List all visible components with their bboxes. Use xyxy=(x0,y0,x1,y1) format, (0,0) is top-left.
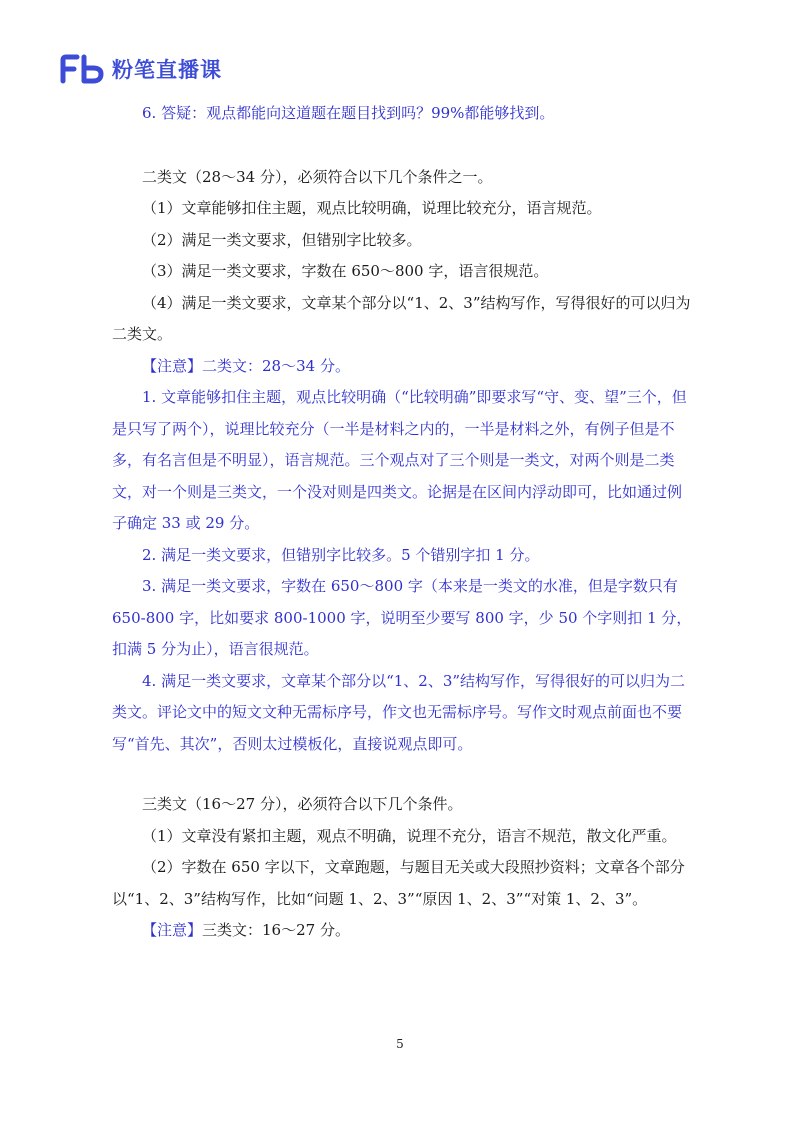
brand-logo xyxy=(60,54,222,84)
spacer xyxy=(112,130,696,162)
note-text: 二类文：28～34 分。 xyxy=(202,356,350,375)
section-three-heading: 三类文（16～27 分），必须符合以下几个条件。 xyxy=(142,795,463,813)
document-body xyxy=(112,98,696,947)
page-number: 5 xyxy=(396,1037,404,1051)
note-label: 【注意】 xyxy=(142,356,203,375)
section-three-note xyxy=(112,915,696,947)
note-text: 三类文：16～27 分。 xyxy=(202,921,350,939)
section-two-note-2: 2. 满足一类文要求，但错别字比较多。5 个错别字扣 1 分。 xyxy=(142,545,540,564)
spacer xyxy=(112,760,696,789)
section-two-heading: 二类文（28～34 分），必须符合以下几个条件之一。 xyxy=(142,167,493,186)
note-label: 【注意】 xyxy=(142,921,203,939)
section-two-condition-4: （4）满足一类文要求，文章某个部分以“1、2、3”结构写作，写得很好的可以归为二类文。 xyxy=(112,293,691,343)
fenbi-logo-icon xyxy=(60,54,104,84)
section-two-note-1: 1. 文章能够扣住主题，观点比较明确（“比较明确”即要求写“守、变、望”三个，但是只写了两个），说理比较充分（一半是材料之内的，一半是材料之外，有例子但是不多，有名言但是不明显），语言规范。三个观点对了三个则是一类文，对两个则是二类文，对一个则是三类文，一个没对则是四类文。论据是在区间内浮动即可，比如通过例子确定 33 或 29 分。 xyxy=(112,388,687,532)
section-two-condition-1: （1）文章能够扣住主题，观点比较明确，说理比较充分，语言规范。 xyxy=(142,199,602,217)
section-two-note-4: 4. 满足一类文要求，文章某个部分以“1、2、3”结构写作，写得很好的可以归为二类文。评论文中的短文文种无需标序号，作文也无需标序号。写作文时观点前面也不要写“首先、其次”，否则太过模板化，直接说观点即可。 xyxy=(112,671,686,753)
section-two-note-3: 3. 满足一类文要求，字数在 650～800 字（本来是一类文的水准，但是字数只有 650-800 字，比如要求 800-1000 字，说明至少要写 800 字，少 50 个字则扣 1 分，扣满 5 分为止），语言很规范。 xyxy=(112,577,692,658)
section-three-condition-1: （1）文章没有紧扣主题，观点不明确，说理不充分，语言不规范，散文化严重。 xyxy=(142,826,677,845)
section-two-condition-2: （2）满足一类文要求，但错别字比较多。 xyxy=(142,230,422,249)
answer-item: 6. 答疑：观点都能向这道题在题目找到吗？99%都能够找到。 xyxy=(142,104,555,122)
section-two-note xyxy=(112,351,696,383)
section-three-condition-2: （2）字数在 650 字以下，文章跑题，与题目无关或大段照抄资料；文章各个部分以“1、2、3”结构写作，比如“问题 1、2、3”“原因 1、2、3”“对策 1、2、3”。 xyxy=(112,858,685,908)
logo-text: 粉笔直播课 xyxy=(112,58,222,82)
section-two-condition-3: （3）满足一类文要求，字数在 650～800 字，语言很规范。 xyxy=(142,262,549,280)
